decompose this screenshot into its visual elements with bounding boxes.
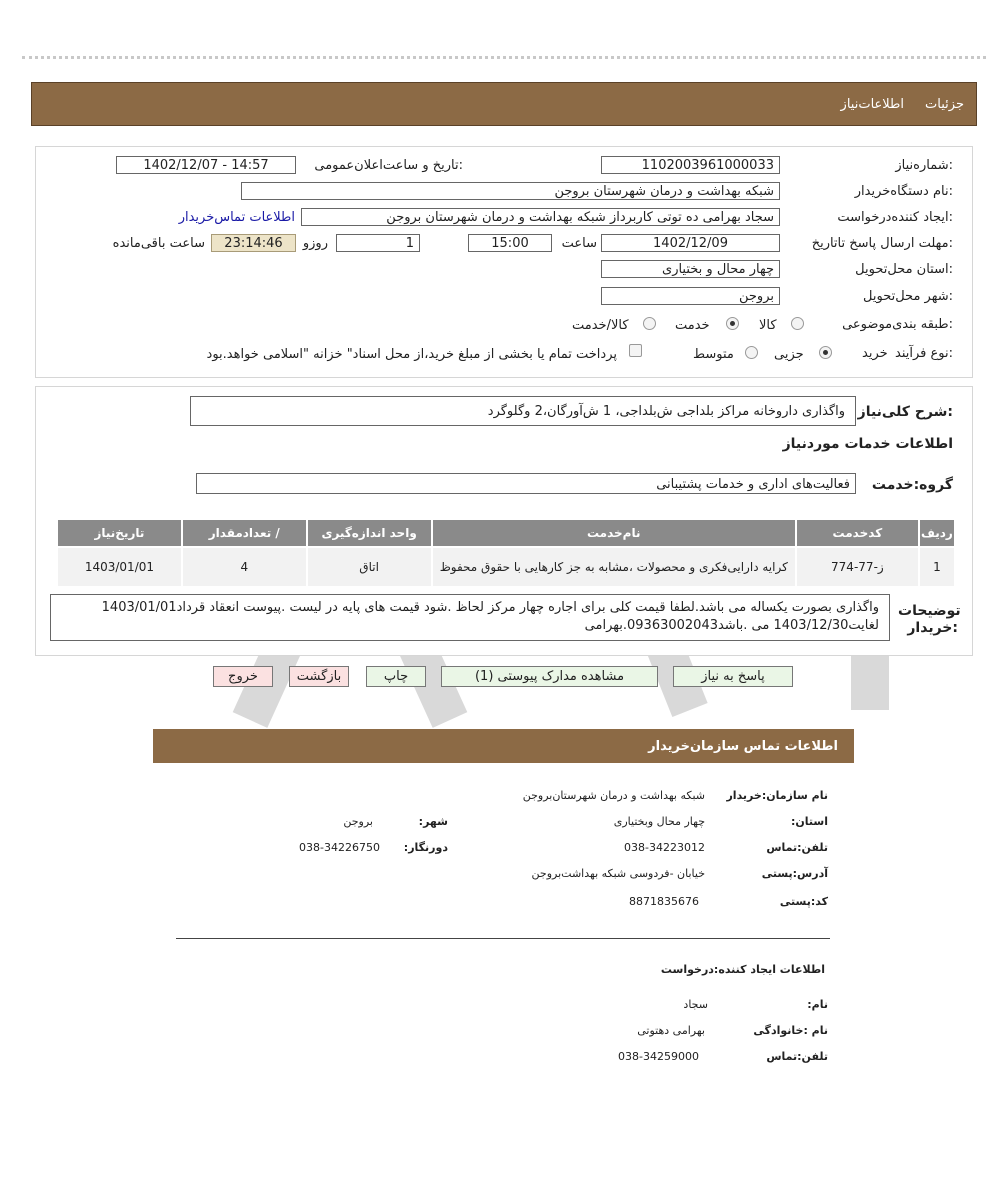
cell-service-name: کرایه دارایی‌فکری و محصولات ،مشابه به جز کارهایی با حقوق محفوظ <box>432 547 796 587</box>
contact-fax-label: :دورنگار <box>403 841 448 854</box>
category-radio-goods[interactable] <box>791 317 804 330</box>
summary-field: واگذاری داروخانه مراکز بلداجی ش‌بلداجی، 1 ش‌آورگان،2 وگلوگرد <box>190 396 856 426</box>
col-header-service-code: کدخدمت <box>796 519 919 547</box>
creator-phone-label: تلفن:تماس <box>766 1050 828 1063</box>
process-label: نوع فرآیند: <box>895 346 953 361</box>
buyer-org-field: شبکه بهداشت و درمان شهرستان بروجن <box>241 182 780 200</box>
category-label: طبقه بندی‌موضوعی: <box>842 317 953 332</box>
need-number-label: شماره‌نیاز: <box>895 158 953 173</box>
contact-province-label: :استان <box>790 815 828 828</box>
buyer-contact-header <box>153 729 854 763</box>
contact-phone-label: تلفن:تماس <box>766 841 828 854</box>
contact-address-label: آدرس:پستی <box>761 867 828 880</box>
contact-province-value: چهار محال وبختیاری <box>613 815 705 828</box>
table-header-row <box>57 519 955 547</box>
deadline-date-field: 1402/12/09 <box>601 234 780 252</box>
contact-city-value: بروجن <box>343 815 373 828</box>
contact-city-label: :شهر <box>418 815 448 828</box>
cell-service-code: ز-77-774 <box>796 547 919 587</box>
deadline-time-field: 15:00 <box>468 234 552 252</box>
process-option-medium: متوسط <box>693 347 734 362</box>
group-label: گروه:خدمت <box>871 477 953 493</box>
cell-row-number: 1 <box>919 547 955 587</box>
cell-quantity: 4 <box>182 547 307 587</box>
col-header-quantity: / تعدادمقدار <box>182 519 307 547</box>
print-button[interactable]: چاپ <box>366 666 426 687</box>
buyer-notes-field: واگذاری بصورت یکساله می باشد.لطفا قیمت کلی برای اجاره چهار مرکز لحاظ .شود قیمت های پایه در لیست .پیوست انعقاد قرداد1403/01/01 لغایت1403/12/30 می .باشد09363002043.بهرامی <box>50 594 890 641</box>
contact-org-value: شبکه بهداشت و درمان شهرستان‌بروجن <box>522 789 705 802</box>
remaining-label: ساعت باقی‌مانده <box>112 236 205 251</box>
top-dotted-divider <box>22 56 986 59</box>
contact-org-label: نام سازمان:خریدار <box>726 789 828 802</box>
header-bar <box>31 82 977 126</box>
table-row <box>57 547 955 587</box>
process-radio-medium[interactable] <box>745 346 758 359</box>
category-option-service: خدمت <box>675 318 710 333</box>
city-field: بروجن <box>601 287 780 305</box>
category-option-goods-service: کالا/خدمت <box>572 318 629 333</box>
col-header-row-number: ردیف <box>919 519 955 547</box>
back-button[interactable]: بازگشت <box>289 666 349 687</box>
col-header-service-name: نام‌خدمت <box>432 519 796 547</box>
need-info-panel <box>35 146 973 378</box>
process-buy-label: خرید <box>862 346 888 361</box>
services-table <box>56 518 956 588</box>
contact-fax-value: 038-34226750 <box>299 841 380 854</box>
days-label: روزو <box>302 236 328 251</box>
province-label: استان محل‌تحویل: <box>855 262 953 277</box>
buyer-contact-link[interactable]: اطلاعات تماس‌خریدار <box>178 210 295 225</box>
tab-need-info[interactable]: اطلاعات‌نیاز <box>840 97 904 112</box>
summary-label: شرح کلی‌نیاز: <box>857 404 953 420</box>
deadline-time-label: ساعت <box>561 236 597 251</box>
contact-phone-value: 038-34223012 <box>624 841 705 854</box>
city-label: شهر محل‌تحویل: <box>863 289 953 304</box>
cell-need-date: 1403/01/01 <box>57 547 182 587</box>
process-radio-minor[interactable] <box>819 346 832 359</box>
announce-field: 1402/12/07 - 14:57 <box>116 156 296 174</box>
group-field: فعالیت‌های اداری و خدمات پشتیبانی <box>196 473 856 494</box>
buyer-notes-label: توضیحات خریدار: <box>898 603 961 636</box>
announce-label: تاریخ و ساعت‌اعلان‌عمومی: <box>314 158 463 173</box>
deadline-label: مهلت ارسال پاسخ تا‌تاریخ: <box>811 236 953 251</box>
contact-postal-value: 8871835676 <box>629 895 699 908</box>
process-option-minor: جزیی <box>774 347 804 362</box>
creator-name-label: :نام <box>807 998 828 1011</box>
creator-family-label: نام :خانوادگی <box>753 1024 828 1037</box>
creator-label: ایجاد کننده‌درخواست: <box>837 210 953 225</box>
creator-family-value: بهرامی دهتوتی <box>637 1024 705 1037</box>
contact-postal-label: کد:پستی <box>779 895 828 908</box>
treasury-payment-checkbox[interactable] <box>629 344 642 357</box>
province-field: چهار محال و بختیاری <box>601 260 780 278</box>
creator-phone-value: 038-34259000 <box>618 1050 699 1063</box>
col-header-need-date: تاریخ‌نیاز <box>57 519 182 547</box>
category-option-goods: کالا <box>759 318 777 333</box>
creator-name-value: سجاد <box>683 998 708 1011</box>
view-attachments-button[interactable]: مشاهده مدارک پیوستی (1) <box>441 666 658 687</box>
category-radio-goods-service[interactable] <box>643 317 656 330</box>
category-radio-service[interactable] <box>726 317 739 330</box>
services-title: اطلاعات خدمات موردنیاز <box>782 436 953 452</box>
buyer-org-label: نام دستگاه‌خریدار: <box>854 184 953 199</box>
tab-details[interactable]: جزئیات <box>925 97 964 112</box>
exit-button[interactable]: خروج <box>213 666 273 687</box>
need-number-field: 1102003961000033 <box>601 156 780 174</box>
creator-field: سجاد بهرامی ده توتی کاربرداز شبکه بهداشت و درمان شهرستان بروجن <box>301 208 780 226</box>
buyer-contact-title: اطلاعات تماس سازمان‌خریدار <box>648 739 838 754</box>
creator-info-title: اطلاعات ایجاد کننده:درخواست <box>660 963 825 976</box>
contact-divider <box>176 938 830 939</box>
reply-button[interactable]: پاسخ به نیاز <box>673 666 793 687</box>
treasury-payment-note: پرداخت تمام یا بخشی از مبلغ خرید،از محل اسناد" خزانه "اسلامی خواهد.بود <box>206 347 617 362</box>
days-field: 1 <box>336 234 420 252</box>
col-header-unit: واحد اندازه‌گیری <box>307 519 432 547</box>
remaining-time-field: 23:14:46 <box>211 234 296 252</box>
contact-address-value: خیابان -فردوسی شبکه بهداشت‌بروجن <box>531 867 705 880</box>
cell-unit: اتاق <box>307 547 432 587</box>
